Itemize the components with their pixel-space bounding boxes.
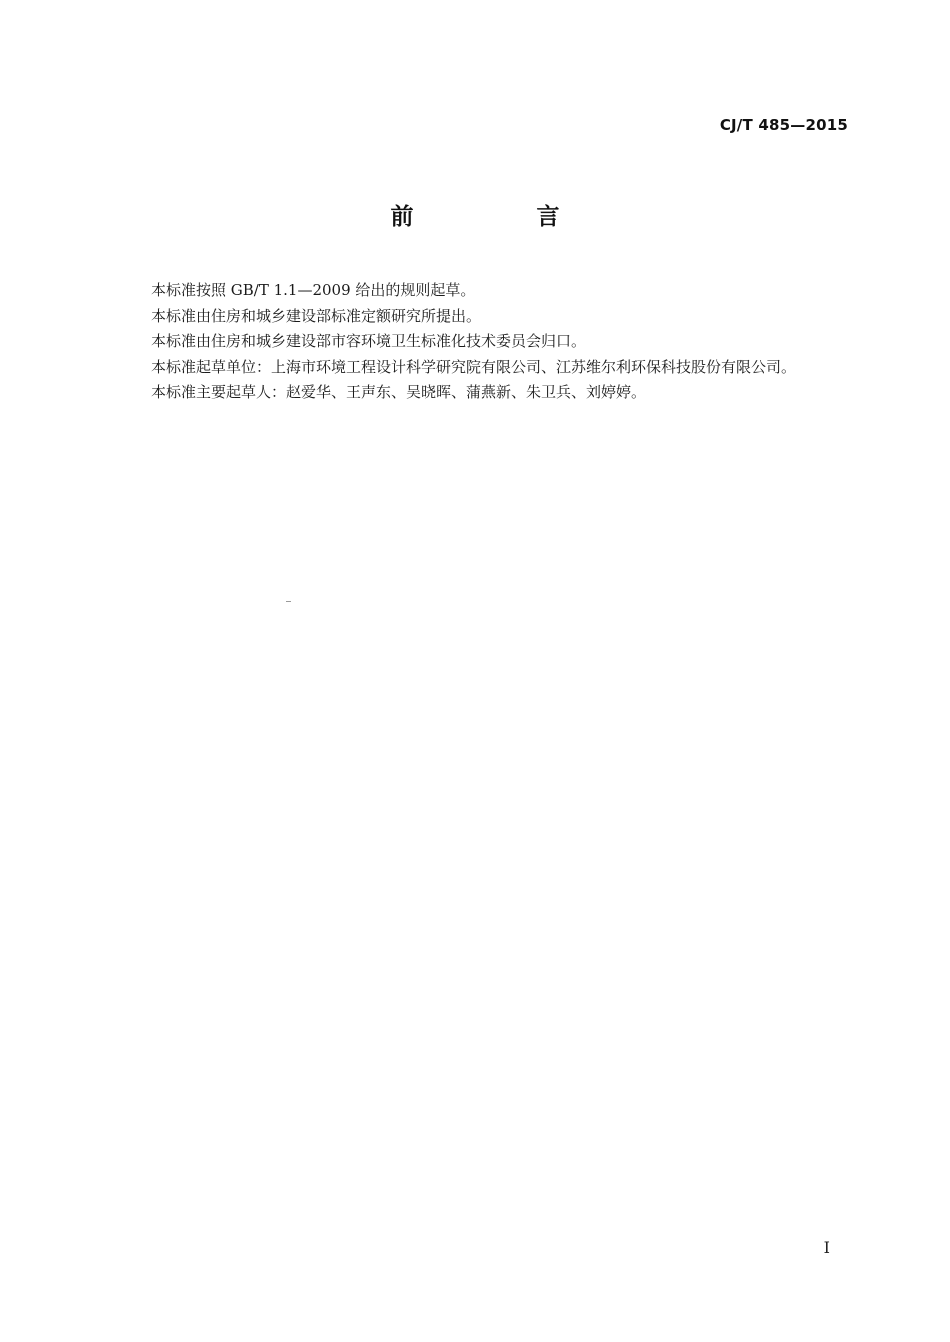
paragraph-responsible-committee: 本标准由住房和城乡建设部市容环境卫生标准化技术委员会归口。 bbox=[151, 332, 587, 350]
standard-code: CJ/T 485—2015 bbox=[719, 116, 848, 134]
paragraph-main-drafters: 本标准主要起草人：赵爱华、王声东、吴晓晖、蒲燕新、朱卫兵、刘婷婷。 bbox=[151, 383, 647, 401]
foreword-body bbox=[151, 278, 861, 406]
page-number: I bbox=[823, 1238, 830, 1257]
paragraph-drafting-rules: 本标准按照 GB/T 1.1—2009 给出的规则起草。 bbox=[151, 281, 476, 299]
paragraph-proposer: 本标准由住房和城乡建设部标准定额研究所提出。 bbox=[151, 306, 482, 325]
scan-speck bbox=[286, 601, 291, 602]
page-title: 前 言 bbox=[390, 204, 610, 230]
paragraph-drafting-units: 本标准起草单位：上海市环境工程设计科学研究院有限公司、江苏维尔利环保科技股份有限公司。 bbox=[151, 357, 797, 376]
